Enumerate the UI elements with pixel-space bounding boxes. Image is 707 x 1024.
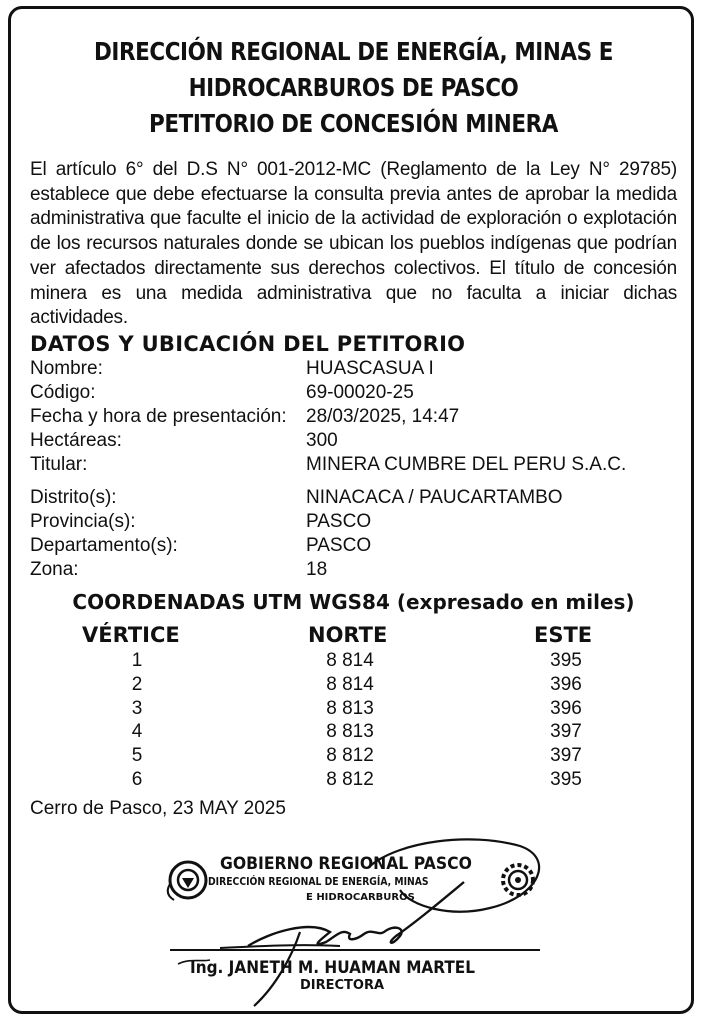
datos-value: 18 bbox=[306, 559, 328, 580]
datos-value: HUASCASUA I bbox=[306, 358, 434, 379]
title-line-2: HIDROCARBUROS DE PASCO bbox=[188, 73, 519, 102]
datos-label: Departamento(s): bbox=[30, 535, 178, 556]
coordenadas-heading: COORDENADAS UTM WGS84 (expresado en miles) bbox=[72, 590, 635, 614]
coord-norte: 8 814 bbox=[326, 673, 374, 695]
datos-value: MINERA CUMBRE DEL PERU S.A.C. bbox=[306, 454, 627, 475]
coord-este: 396 bbox=[550, 697, 582, 719]
datos-value: PASCO bbox=[306, 535, 372, 556]
datos-value: NINACACA / PAUCARTAMBO bbox=[306, 487, 563, 508]
col-header-este: ESTE bbox=[534, 623, 593, 647]
coord-norte: 8 812 bbox=[326, 745, 374, 767]
coord-este: 395 bbox=[550, 769, 582, 790]
datos-label: Nombre: bbox=[30, 358, 103, 379]
signer-role: DIRECTORA bbox=[300, 978, 385, 993]
datos-label: Zona: bbox=[30, 559, 79, 580]
signer-name: Ing. JANETH M. HUAMAN MARTEL bbox=[190, 958, 476, 978]
left-emblem-icon bbox=[168, 862, 206, 900]
place-date: Cerro de Pasco, 23 MAY 2025 bbox=[30, 798, 286, 819]
official-seal bbox=[160, 836, 550, 1016]
datos-label: Código: bbox=[30, 382, 96, 403]
datos-value: 69-00020-25 bbox=[306, 382, 414, 403]
datos-heading: DATOS Y UBICACIÓN DEL PETITORIO bbox=[30, 332, 466, 356]
datos-label: Hectáreas: bbox=[30, 430, 122, 451]
right-gear-icon bbox=[503, 865, 533, 895]
title-line-3: PETITORIO DE CONCESIÓN MINERA bbox=[149, 109, 558, 138]
coord-este: 397 bbox=[550, 745, 582, 767]
coord-vertice: 4 bbox=[131, 721, 143, 743]
datos-label: Titular: bbox=[30, 454, 88, 475]
datos-value: PASCO bbox=[306, 511, 372, 532]
coord-norte: 8 813 bbox=[326, 721, 374, 743]
datos-label: Provincia(s): bbox=[30, 511, 136, 532]
coord-vertice: 5 bbox=[131, 745, 143, 767]
title-line-1: DIRECCIÓN REGIONAL DE ENERGÍA, MINAS E bbox=[93, 37, 614, 66]
coord-norte: 8 814 bbox=[326, 650, 374, 671]
coord-vertice: 1 bbox=[131, 650, 143, 671]
coord-norte: 8 812 bbox=[326, 769, 374, 790]
seal-line-1: GOBIERNO REGIONAL PASCO bbox=[220, 854, 472, 874]
coord-este: 397 bbox=[550, 721, 582, 743]
col-header-vertice: VÉRTICE bbox=[82, 623, 180, 647]
coord-este: 396 bbox=[550, 673, 582, 695]
coord-norte: 8 813 bbox=[326, 697, 374, 719]
coord-vertice: 2 bbox=[131, 673, 143, 695]
coord-vertice: 3 bbox=[131, 697, 143, 719]
notice-title bbox=[67, 34, 641, 142]
datos-label: Distrito(s): bbox=[30, 487, 117, 508]
col-header-norte: NORTE bbox=[308, 623, 388, 647]
datos-label: Fecha y hora de presentación: bbox=[30, 406, 287, 427]
intro-paragraph: El artículo 6° del D.S N° 001-2012-MC (Reglamento de la Ley N° 29785) establece que debe efectuarse la consulta previa antes de aprobar la medida administrativa que faculte el inicio de la actividad de exploración o explotación de los recursos naturales donde se ubican los pueblos indígenas que podrían ver afectados directamente sus derechos colectivos. El título de concesión minera es una medida administrativa que no faculta a iniciar dichas actividades. bbox=[30, 159, 677, 329]
datos-value: 28/03/2025, 14:47 bbox=[306, 406, 460, 427]
coord-este: 395 bbox=[550, 650, 582, 671]
seal-line-3: E HIDROCARBUROS bbox=[306, 892, 415, 903]
datos-value: 300 bbox=[306, 430, 338, 451]
coord-vertice: 6 bbox=[131, 769, 143, 790]
seal-line-2: DIRECCIÓN REGIONAL DE ENERGÍA, MINAS bbox=[208, 876, 429, 888]
